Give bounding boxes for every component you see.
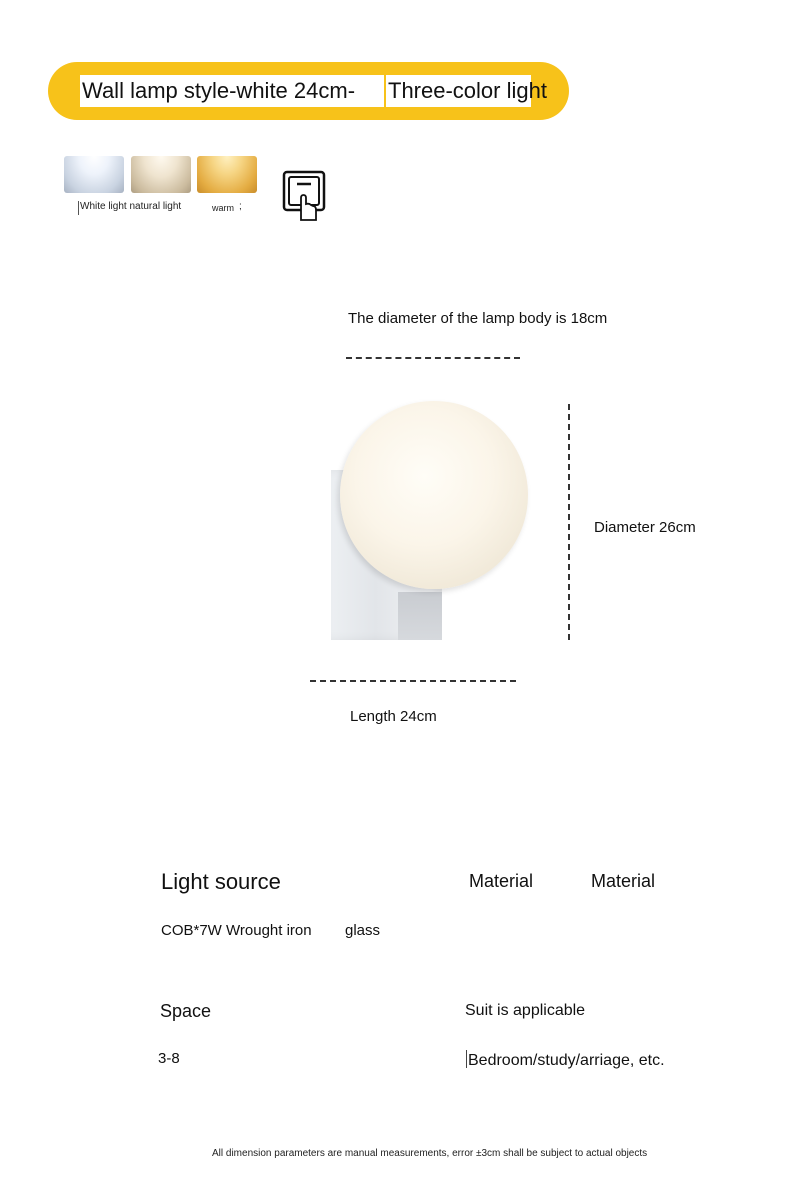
body-diameter-label: The diameter of the lamp body is 18cm xyxy=(348,310,608,327)
title-subtext: Three-color light xyxy=(384,75,531,107)
suit-value: Bedroom/study/arriage, etc. xyxy=(468,1052,665,1069)
light-source-value: COB*7W Wrought iron xyxy=(161,922,312,939)
swatch-caption-main: White light natural light xyxy=(80,201,182,212)
lamp-base-plate xyxy=(398,592,442,640)
space-heading: Space xyxy=(160,1001,212,1021)
space-value: 3-8 xyxy=(158,1050,180,1067)
length-label: Length 24cm xyxy=(350,708,437,725)
warm-light-swatch xyxy=(197,156,257,193)
caption-divider xyxy=(78,201,79,215)
body-diameter-dashline xyxy=(346,357,520,359)
title-banner xyxy=(48,62,569,120)
swatch-caption-tail: ; xyxy=(239,201,242,212)
lamp-glass-globe xyxy=(340,401,528,589)
touch-switch-icon xyxy=(282,170,328,222)
length-dashline xyxy=(310,680,516,682)
material-value: glass xyxy=(345,922,381,939)
suit-value-divider xyxy=(466,1050,467,1068)
diameter-dashline xyxy=(568,404,570,640)
material-heading-2: Material xyxy=(591,871,656,891)
natural-light-swatch xyxy=(131,156,191,193)
white-light-swatch xyxy=(64,156,124,193)
material-heading-1: Material xyxy=(469,871,534,891)
swatch-caption-warm: warm xyxy=(212,203,234,213)
title-text: Wall lamp style-white 24cm- xyxy=(80,75,384,107)
suit-heading: Suit is applicable xyxy=(465,1002,586,1019)
footnote: All dimension parameters are manual measurements, error ±3cm shall be subject to actual objects xyxy=(212,1148,648,1159)
light-source-heading: Light source xyxy=(161,869,281,894)
diameter-label: Diameter 26cm xyxy=(594,519,696,536)
